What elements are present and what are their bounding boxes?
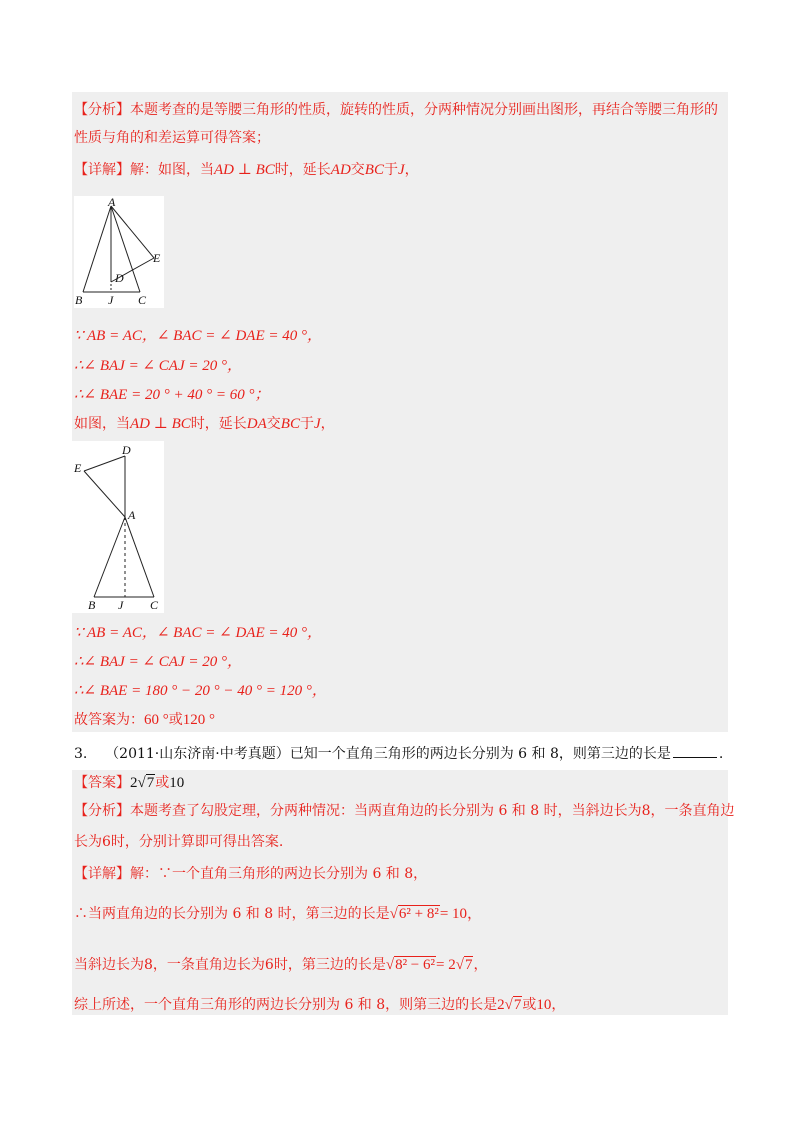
label-c: C xyxy=(138,293,147,307)
label-d: D xyxy=(122,443,131,457)
detail3-line-4: 综上所述，一个直角三角形的两边长分别为 6 和 8，则第三边的长是2√7或10， xyxy=(74,997,566,1013)
label-d: D xyxy=(115,271,124,285)
case1-line-4: 如图，当AD ⊥ BC时，延长DA交BC于J， xyxy=(74,416,335,432)
case2-line-2: ∴∠ BAJ = ∠ CAJ = 20 °， xyxy=(74,654,242,670)
detail3-line-1: 【详解】解：∵一个直角三角形的两边长分别为 6 和 8， xyxy=(74,866,428,882)
label-j: J xyxy=(118,598,124,612)
question-source: （2011·山东济南·中考真题） xyxy=(105,746,290,762)
detail-line-1: 【详解】解：如图，当AD ⊥ BC时，延长AD交BC于J， xyxy=(74,162,419,178)
analysis-tag: 【分析】 xyxy=(74,803,130,819)
detail-tag: 【详解】 xyxy=(74,162,130,178)
answer-blank xyxy=(673,757,717,758)
analysis3-line-1: 【分析】本题考查了勾股定理，分两种情况：当两直角边的长分别为 6 和 8 时，当斜边长为8，一条直角边 xyxy=(74,803,735,819)
case2-line-1: ∵ AB = AC，∠ BAC = ∠ DAE = 40 °， xyxy=(74,625,322,641)
label-a: A xyxy=(108,196,116,209)
analysis-line-1: 【分析】本题考查的是等腰三角形的性质，旋转的性质，分两种情况分别画出图形，再结合等腰三角形的 xyxy=(74,102,718,118)
label-e: E xyxy=(74,461,82,475)
analysis-tag: 【分析】 xyxy=(74,102,130,118)
label-j: J xyxy=(108,293,114,307)
label-b: B xyxy=(88,598,96,612)
label-c: C xyxy=(150,598,159,612)
detail3-line-3: 当斜边长为8，一条直角边长为6时，第三边的长是√8² − 6²= 2√7， xyxy=(74,957,488,973)
label-b: B xyxy=(75,293,83,307)
answer-line: 【答案】2√7或10 xyxy=(74,775,185,791)
triangle-diagram-2 xyxy=(72,441,164,613)
label-a: A xyxy=(128,508,136,522)
geometry-figure-1 xyxy=(74,196,164,308)
analysis-line-2: 性质与角的和差运算可得答案； xyxy=(74,130,270,146)
analysis3-line-2: 长为6时，分别计算即可得出答案. xyxy=(74,834,284,850)
case1-line-2: ∴∠ BAJ = ∠ CAJ = 20 °， xyxy=(74,358,242,374)
question-3: 3. （2011·山东济南·中考真题）已知一个直角三角形的两边长分别为 6 和 8，则第三边的长是 . xyxy=(74,746,724,762)
case1-line-1: ∵ AB = AC，∠ BAC = ∠ DAE = 40 °， xyxy=(74,328,322,344)
case1-line-3: ∴∠ BAE = 20 ° + 40 ° = 60 °； xyxy=(74,387,270,403)
triangle-diagram-1 xyxy=(74,196,164,308)
detail3-line-2: ∴当两直角边的长分别为 6 和 8 时，第三边的长是√6² + 8²= 10， xyxy=(74,906,483,922)
case2-line-3: ∴∠ BAE = 180 ° − 20 ° − 40 ° = 120 °， xyxy=(74,683,327,699)
label-e: E xyxy=(153,251,161,265)
question-number: 3. xyxy=(74,746,88,762)
answer-tag: 【答案】 xyxy=(74,775,130,791)
geometry-figure-2 xyxy=(72,441,164,613)
detail-tag: 【详解】 xyxy=(74,866,130,882)
case2-line-4: 故答案为：60 °或120 ° xyxy=(74,712,215,728)
